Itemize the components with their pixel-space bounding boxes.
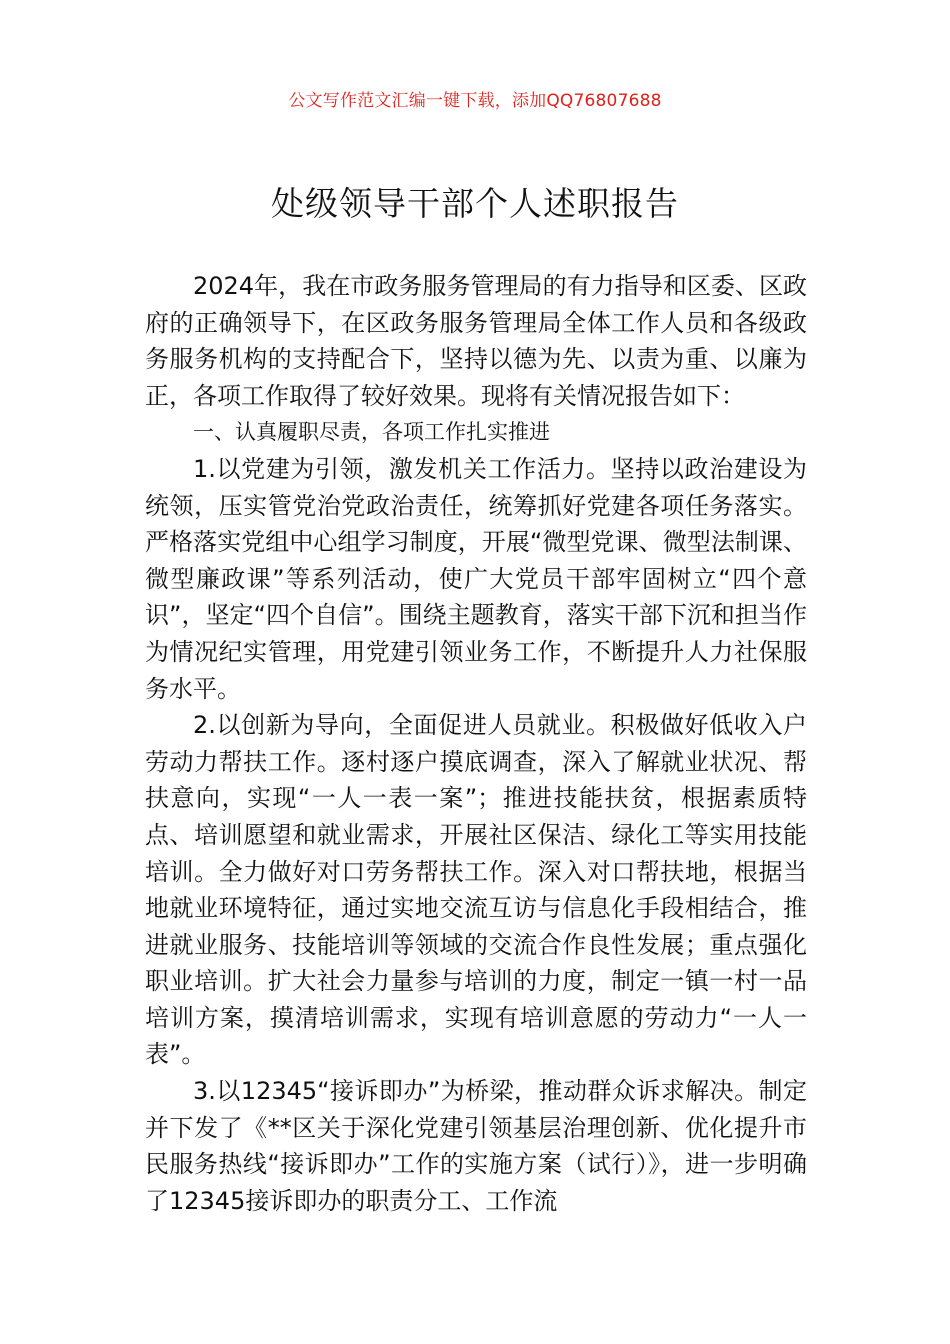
header-note: 公文写作范文汇编一键下载，添加QQ76807688 — [288, 91, 662, 111]
document-title: 处级领导干部个人述职报告 — [271, 184, 679, 223]
document-body — [145, 268, 807, 1219]
paragraph-employment: 2.以创新为导向，全面促进人员就业。积极做好低收入户劳动力帮扶工作。逐村逐户摸底调查，深入了解就业状况、帮扶意向，实现“一人一表一案”；推进技能扶贫，根据素质特点、培训愿望和就业需求，开展社区保洁、绿化工等实用技能培训。全力做好对口劳务帮扶工作。深入对口帮扶地，根据当地就业环境特征，通过实地交流互访与信息化手段相结合，推进就业服务、技能培训等领域的交流合作良性发展；重点强化职业培训。扩大社会力量参与培训的力度，制定一镇一村一品培训方案，摸清培训需求，实现有培训意愿的劳动力“一人一表”。 — [145, 711, 807, 1069]
section-heading: 一、认真履职尽责，各项工作扎实推进 — [193, 420, 550, 445]
paragraph-hotline: 3.以12345“接诉即办”为桥梁，推动群众诉求解决。制定并下发了《**区关于深化党建引领基层治理创新、优化提升市民服务热线“接诉即办”工作的实施方案（试行）》，进一步明确了12345接诉即办的职责分工、工作流 — [145, 1077, 807, 1215]
paragraph-party-building: 1.以党建为引领，激发机关工作活力。坚持以政治建设为统领，压实管党治党政治责任，统筹抓好党建各项任务落实。严格落实党组中心组学习制度，开展“微型党课、微型法制课、微型廉政课”等系列活动，使广大党员干部牢固树立“四个意识”，坚定“四个自信”。围绕主题教育，落实干部下沉和担当作为情况纪实管理，用党建引领业务工作，不断提升人力社保服务水平。 — [145, 454, 807, 703]
intro-paragraph: 2024年，我在市政务服务管理局的有力指导和区委、区政府的正确领导下，在区政务服务管理局全体工作人员和各级政务服务机构的支持配合下，坚持以德为先、以责为重、以廉为正，各项工作取得了较好效果。现将有关情况报告如下： — [145, 272, 807, 410]
